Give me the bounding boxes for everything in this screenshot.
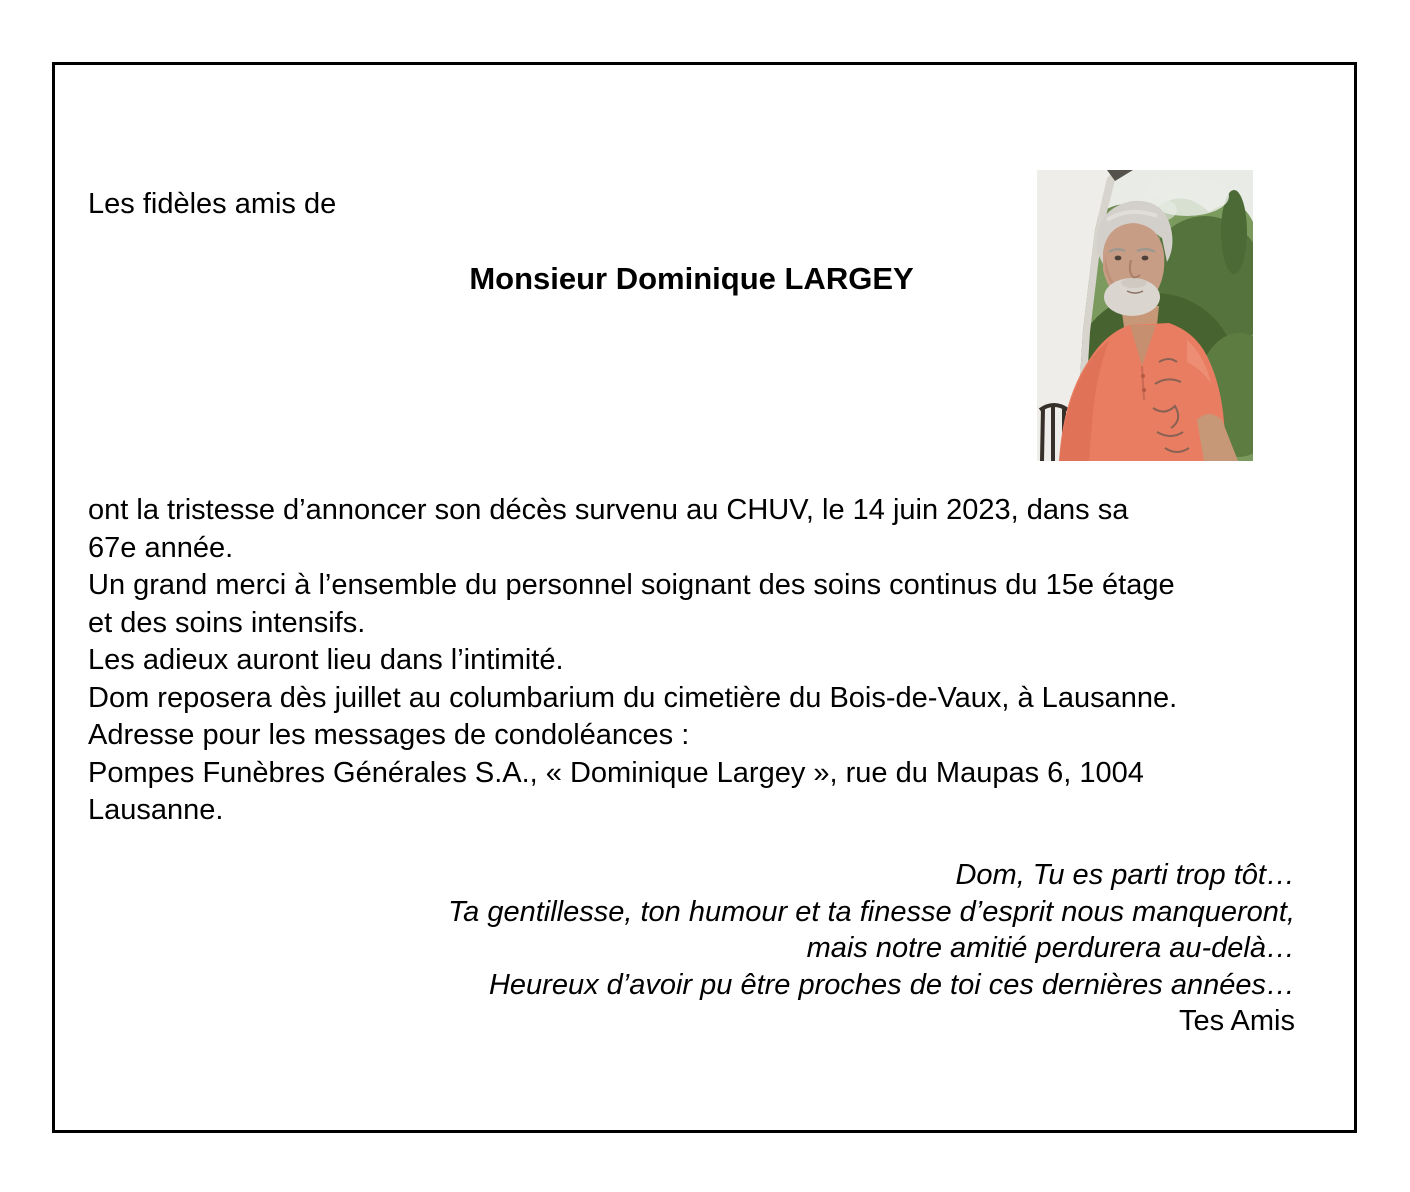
body-line: 67e année. (88, 531, 234, 564)
signature: Tes Amis (1178, 1005, 1295, 1037)
tribute-line: Dom, Tu es parti trop tôt… (955, 859, 1295, 891)
deceased-name: Monsieur Dominique LARGEY (469, 261, 914, 296)
tribute-line: mais notre amitié perdurera au-delà… (806, 932, 1295, 964)
intro-text: Les fidèles amis de (88, 188, 337, 220)
tribute-block (88, 857, 1295, 1040)
body-line: Dom reposera dès juillet au columbarium du cimetière du Bois-de-Vaux, à Lausanne. (88, 681, 1178, 714)
body-line: Un grand merci à l’ensemble du personnel soignant des soins continus du 15e étage (88, 569, 1175, 601)
tribute-line: Heureux d’avoir pu être proches de toi ces dernières années… (488, 968, 1295, 1001)
announcement-body (88, 492, 1303, 830)
portrait-photo (1037, 170, 1253, 461)
body-line: et des soins intensifs. (88, 606, 366, 639)
tribute-line: Ta gentillesse, ton humour et ta finesse d’esprit nous manqueront, (448, 895, 1295, 928)
body-line: Les adieux auront lieu dans l’intimité. (88, 644, 564, 676)
body-line: Lausanne. (88, 794, 224, 826)
body-line: Adresse pour les messages de condoléances : (88, 719, 690, 751)
portrait-illustration (1037, 170, 1253, 461)
body-line: ont la tristesse d’annoncer son décès survenu au CHUV, le 14 juin 2023, dans sa (88, 494, 1129, 526)
body-line: Pompes Funèbres Générales S.A., « Dominique Largey », rue du Maupas 6, 1004 (88, 756, 1144, 789)
